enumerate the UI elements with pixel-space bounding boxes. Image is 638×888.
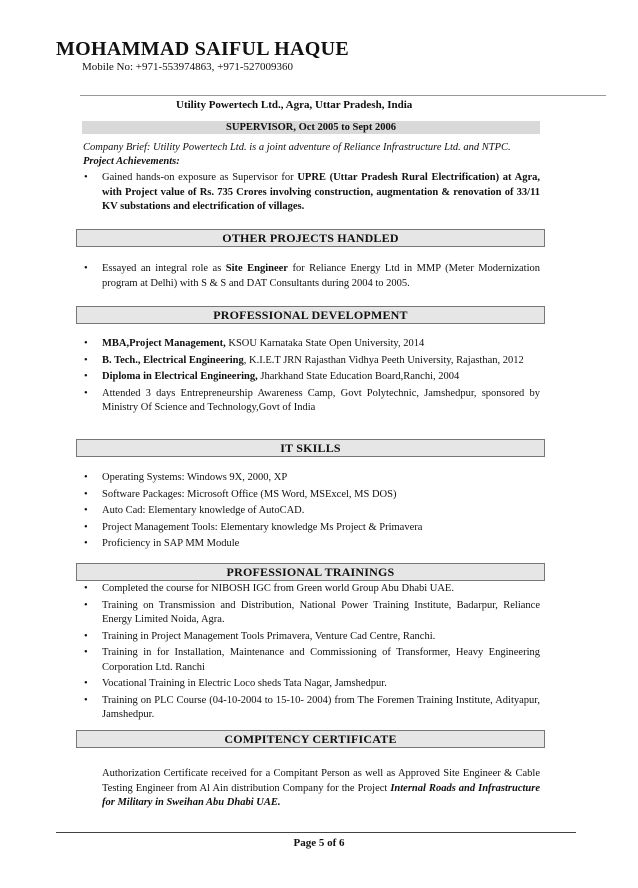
section-heading-it-skills: IT SKILLS — [76, 439, 545, 457]
list-item: • Essayed an integral role as Site Engineer for Reliance Energy Ltd in MMP (Meter Modernization program at Delhi) with S & S and DAT Consultants during 2004 to 2005. — [84, 263, 541, 289]
bullet-icon: • — [84, 263, 88, 274]
list-item: • Vocational Training in Electric Loco sheds Tata Nagar, Jamshedpur. — [82, 677, 540, 692]
bullet-icon: • — [84, 354, 88, 366]
list-item: • Auto Cad: Elementary knowledge of AutoCAD. — [82, 504, 540, 519]
list-item: • Training on PLC Course (04-10-2004 to 15-10- 2004) from The Foremen Training Institute, Adityapur, Jamshedpur. — [84, 694, 540, 720]
role-title: SUPERVISOR, Oct 2005 to Sept 2006 — [82, 121, 540, 134]
section-heading-competency-certificate: COMPITENCY CERTIFICATE — [76, 730, 545, 748]
bullet-icon: • — [84, 630, 88, 642]
list-item: • Operating Systems: Windows 9X, 2000, XP — [82, 471, 540, 486]
list-item: • Training in for Installation, Maintenance and Commissioning of Transformer, Heavy Engineering Corporation Ltd. Ranchi — [84, 647, 540, 673]
section-heading-professional-development: PROFESSIONAL DEVELOPMENT — [76, 306, 545, 324]
bullet-icon: • — [84, 538, 88, 549]
achievements-list — [82, 171, 540, 217]
list-item: • Project Management Tools: Elementary knowledge Ms Project & Primavera — [82, 521, 540, 536]
list-item: • Training on Transmission and Distribution, National Power Training Institute, Badarpur, Reliance Energy Limited Noida, Agra. — [84, 599, 540, 625]
bullet-icon: • — [84, 488, 88, 500]
bullet-icon: • — [84, 521, 88, 533]
divider — [80, 95, 606, 96]
bullet-icon: • — [84, 387, 88, 399]
company-brief: Company Brief: Utility Powertech Ltd. is a joint adventure of Reliance Infrastructure Ltd. and NTPC. — [83, 142, 511, 153]
mobile-number: Mobile No: +971-553974863, +971-527009360 — [82, 61, 294, 73]
company-name: Utility Powertech Ltd., Agra, Uttar Pradesh, India — [176, 99, 413, 111]
bullet-icon: • — [84, 583, 88, 594]
section-heading-other-projects: OTHER PROJECTS HANDLED — [76, 229, 545, 247]
list-item: • Diploma in Electrical Engineering, Jharkhand State Education Board,Ranchi, 2004 — [82, 370, 540, 385]
list-item: • B. Tech., Electrical Engineering, K.I.E.T JRN Rajasthan Vidhya Peeth University, Rajasthan, 2012 — [82, 354, 540, 369]
it-skills-list — [82, 471, 540, 554]
bullet-icon: • — [84, 678, 88, 689]
candidate-name: MOHAMMAD SAIFUL HAQUE — [56, 38, 349, 60]
competency-text: Authorization Certificate received for a Compitant Person as well as Approved Site Engineer & Cable Testing Engineer from Al Ain distribution Company for the Project Internal Roads and Infrastructure for Military in Sweihan Abu Dhabi UAE. — [102, 768, 540, 808]
section-heading-professional-trainings: PROFESSIONAL TRAININGS — [76, 563, 545, 581]
other-projects-list — [82, 262, 540, 293]
professional-trainings-list — [82, 582, 540, 725]
bullet-icon: • — [84, 371, 88, 382]
list-item: • Training in Project Management Tools Primavera, Venture Cad Centre, Ranchi. — [82, 630, 540, 645]
achievements-label: Project Achievements: — [83, 156, 180, 167]
page-number: Page 5 of 6 — [293, 837, 345, 849]
footer-divider — [56, 832, 576, 833]
list-item: • Proficiency in SAP MM Module — [82, 537, 540, 552]
bullet-icon: • — [84, 647, 88, 658]
list-item: • Gained hands-on exposure as Supervisor for UPRE (Uttar Pradesh Rural Electrification) at Agra, with Project value of Rs. 735 Crores involving construction, augmentation & renovation of 33/11 KV substations and electrification of villages. — [84, 172, 540, 212]
bullet-icon: • — [84, 694, 88, 706]
bullet-icon: • — [84, 172, 88, 183]
bullet-icon: • — [84, 472, 88, 483]
list-item: • Completed the course for NIBOSH IGC from Green world Group Abu Dhabi UAE. — [82, 582, 540, 597]
list-item: • Software Packages: Microsoft Office (MS Word, MSExcel, MS DOS) — [82, 488, 540, 503]
list-item: • Attended 3 days Entrepreneurship Awareness Camp, Govt Polytechnic, Jamshedpur, sponsored by Ministry Of Science and Technology,Govt of India — [84, 387, 540, 413]
bullet-icon: • — [84, 338, 88, 349]
list-item: • MBA,Project Management, KSOU Karnataka State Open University, 2014 — [82, 337, 540, 352]
bullet-icon: • — [84, 505, 88, 516]
bullet-icon: • — [84, 599, 88, 611]
professional-development-list — [82, 337, 540, 418]
